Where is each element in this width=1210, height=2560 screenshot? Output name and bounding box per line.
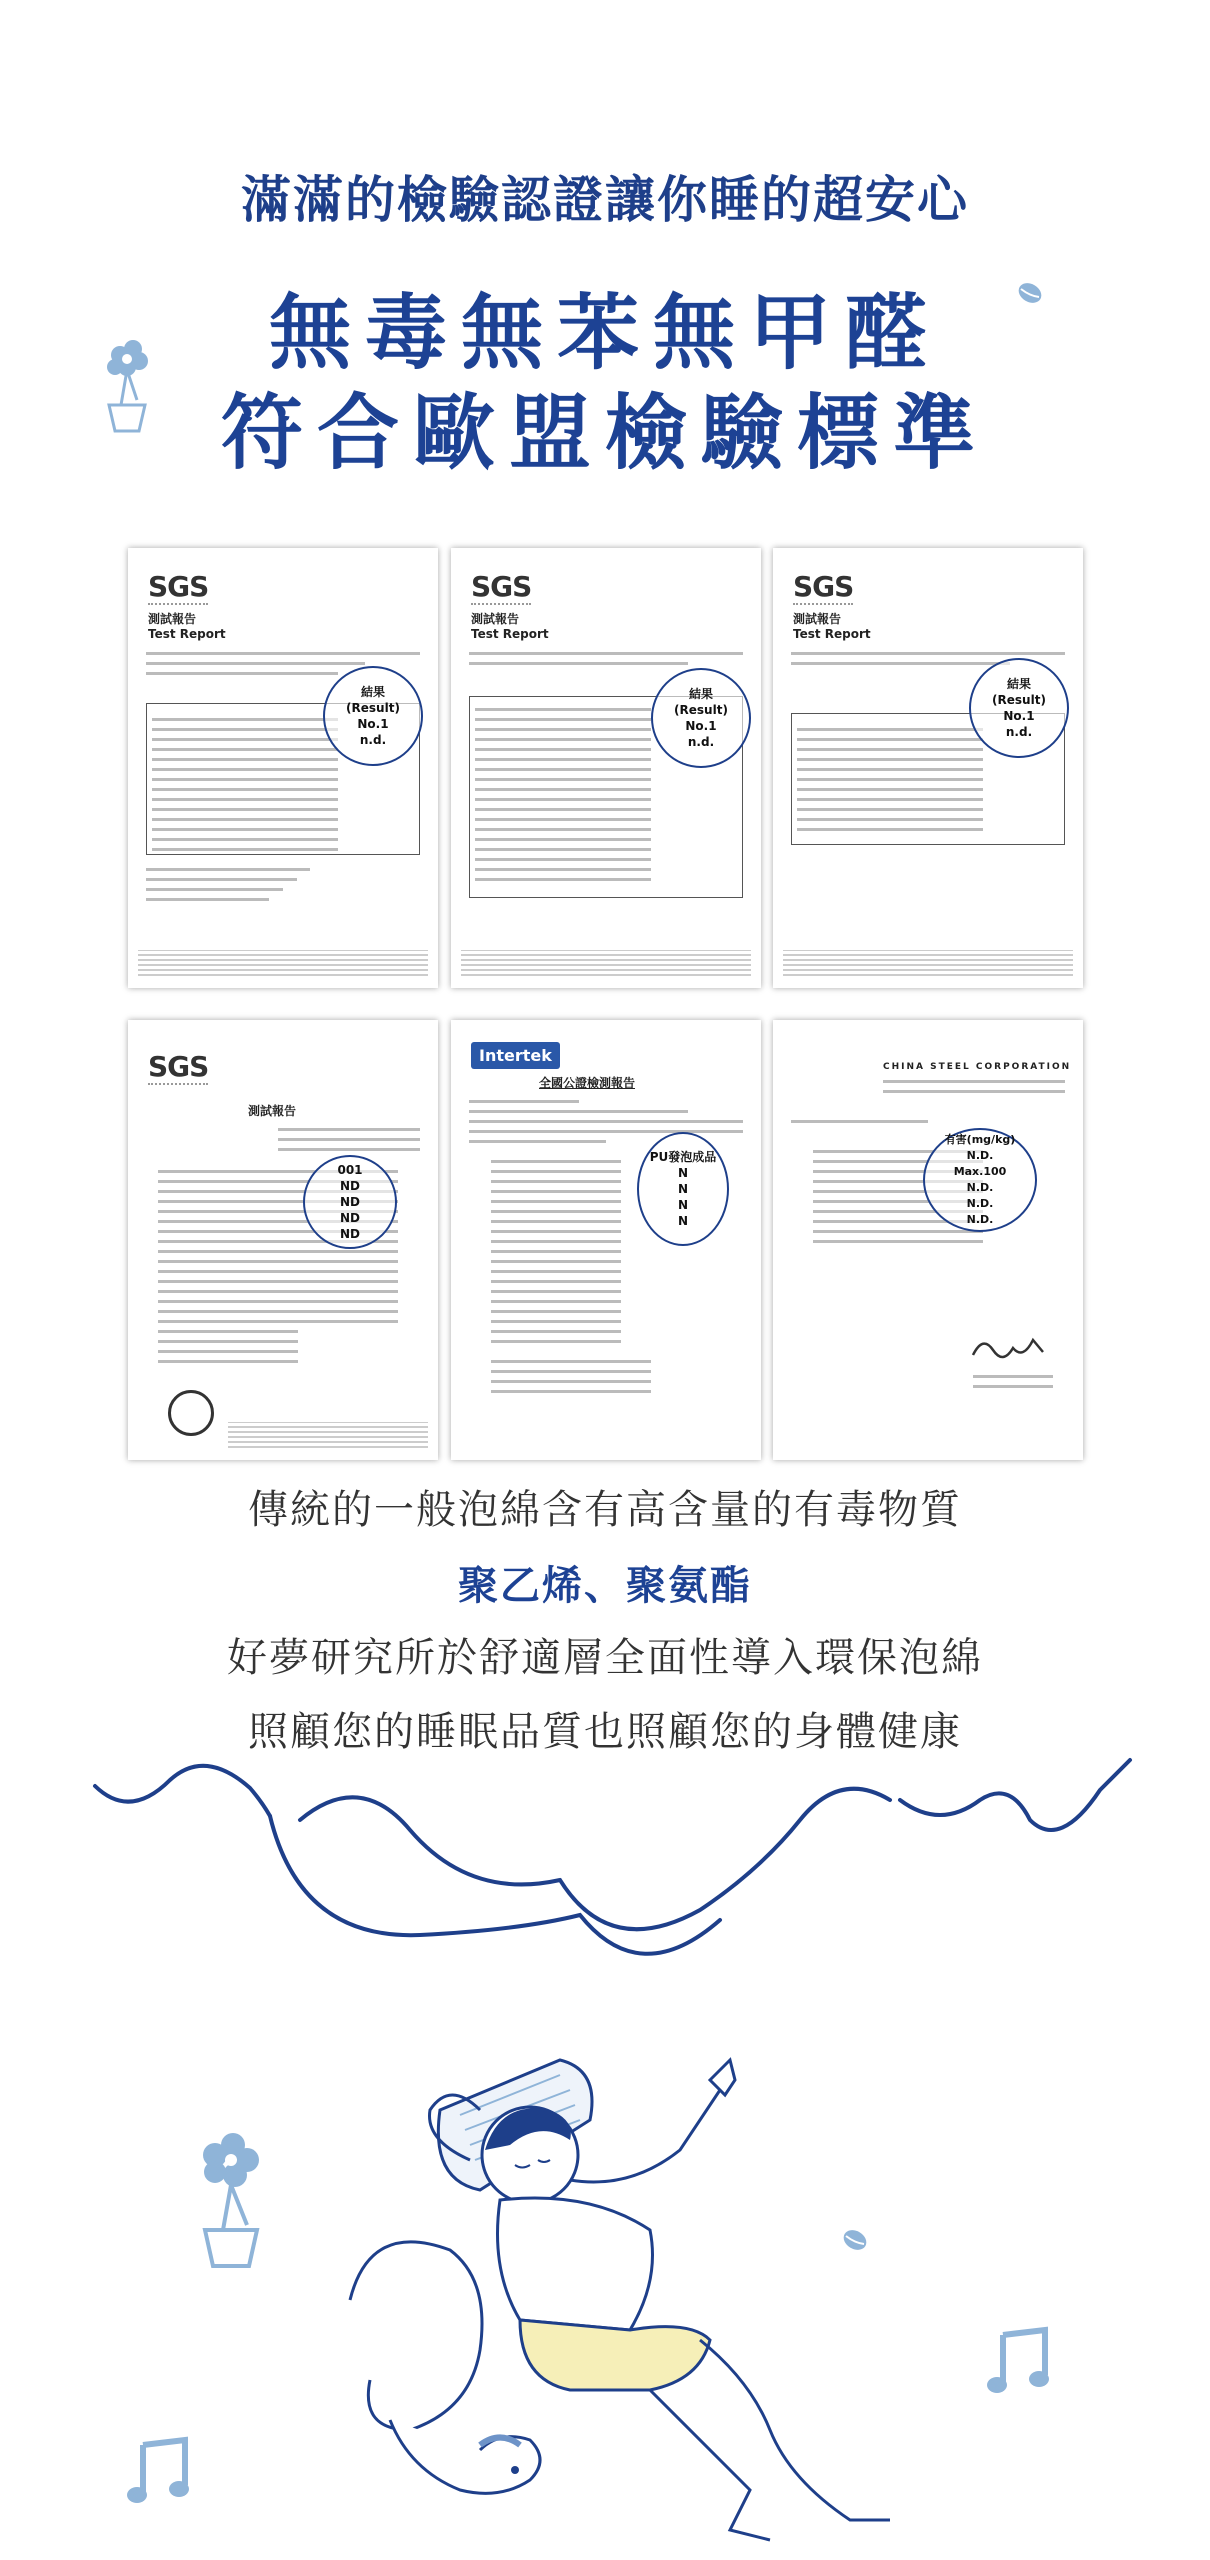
subtitle: 滿滿的檢驗認證讓你睡的超安心 [241,171,969,229]
report-logo: Intertek [471,1042,560,1069]
report-title-zh: 全國公證檢測報告 [539,1076,636,1090]
music-note-icon-left [125,2435,195,2510]
sgs-seal-icon [168,1390,214,1436]
report-logo: CHINA STEEL CORPORATION [883,1062,1072,1072]
body-line-1: 傳統的一般泡綿含有高含量的有毒物質 [248,1487,962,1533]
body-line-2-highlight: 聚乙烯、聚氨酯 [458,1563,752,1609]
music-note-icon-right [985,2325,1055,2400]
result-circle: 結果 (Result) No.1 n.d. [969,658,1069,758]
test-report-1 [128,548,438,988]
report-title-en: Test Report [148,627,226,641]
result-circle: 結果 (Result) No.1 n.d. [323,666,423,766]
headline-line-1: 無毒無苯無甲醛 [268,286,941,381]
result-circle: 001 ND ND ND ND [303,1155,397,1249]
report-logo: SGS [471,570,532,603]
flower-vase-icon-top [95,335,165,435]
report-title-zh: 測試報告 [793,612,842,626]
report-title-zh: 測試報告 [248,1104,297,1118]
report-title-en: Test Report [471,627,549,641]
report-title-en: Test Report [793,627,871,641]
body-line-3: 好夢研究所於舒適層全面性導入環保泡綿 [227,1635,983,1681]
test-report-4 [128,1020,438,1460]
test-report-5 [451,1020,761,1460]
report-logo: SGS [148,1050,209,1083]
sleeping-person-illustration [330,2050,950,2560]
coffee-bean-icon-top [1015,278,1045,308]
report-logo: SGS [793,570,854,603]
result-circle: PU發泡成品 N N N N [637,1132,729,1246]
flower-vase-icon-bottom [185,2130,280,2270]
result-circle: 有害(mg/kg) N.D. Max.100 N.D. N.D. N.D. [923,1128,1037,1232]
headline-line-2: 符合歐盟檢驗標準 [220,386,989,481]
result-circle: 結果 (Result) No.1 n.d. [651,668,751,768]
test-report-6 [773,1020,1083,1460]
body-line-4: 照顧您的睡眠品質也照顧您的身體健康 [248,1709,962,1755]
cloud-outline [0,1740,1210,2000]
report-title-zh: 測試報告 [471,612,520,626]
coffee-bean-icon-bottom [840,2225,870,2255]
test-report-3 [773,548,1083,988]
report-logo: SGS [148,570,209,603]
test-report-2 [451,548,761,988]
report-title-zh: 測試報告 [148,612,197,626]
signature-icon [968,1330,1048,1370]
